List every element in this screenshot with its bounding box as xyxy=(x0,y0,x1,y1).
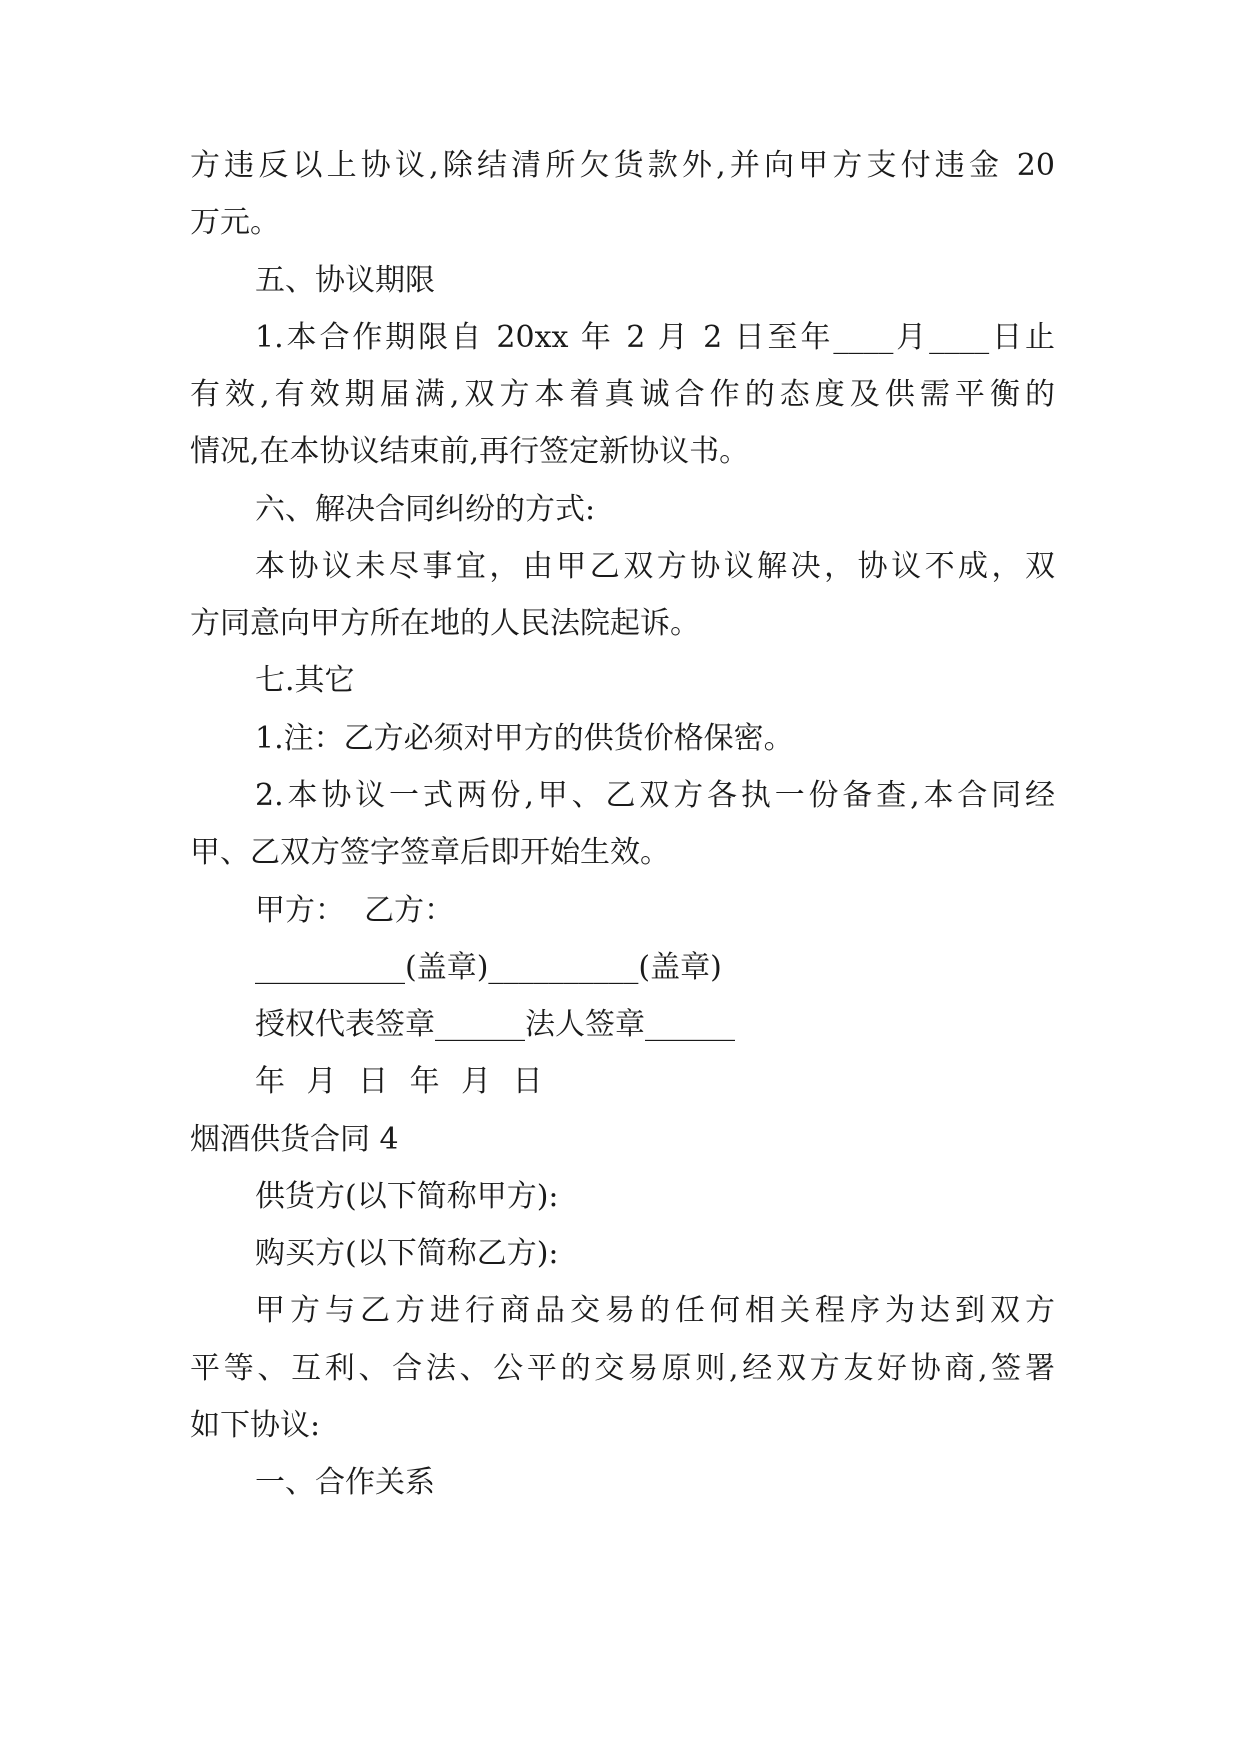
paragraph-line: 有效,有效期届满,双方本着真诚合作的态度及供需平衡的 xyxy=(190,377,1055,412)
section-heading: 六、解决合同纠纷的方式: xyxy=(255,492,596,527)
paragraph-line: 方违反以上协议,除结清所欠货款外,并向甲方支付违金 20 xyxy=(190,148,1055,183)
date-line: 年 月 日 年 月 日 xyxy=(255,1064,543,1099)
paragraph-line: 如下协议: xyxy=(190,1408,321,1443)
party-line: 供货方(以下简称甲方): xyxy=(255,1179,559,1214)
paragraph-line: 平等、互利、合法、公平的交易原则,经双方友好协商,签署 xyxy=(190,1351,1055,1386)
seal-line: __________(盖章)__________(盖章) xyxy=(255,950,722,985)
contract-title: 烟酒供货合同 4 xyxy=(190,1122,399,1157)
signature-line: 授权代表签章______法人签章______ xyxy=(255,1007,735,1042)
paragraph-line: 万元。 xyxy=(190,205,280,240)
section-heading: 七.其它 xyxy=(255,663,355,698)
paragraph-line: 方同意向甲方所在地的人民法院起诉。 xyxy=(190,606,700,641)
section-heading: 五、协议期限 xyxy=(255,263,435,298)
paragraph-line: 甲方与乙方进行商品交易的任何相关程序为达到双方 xyxy=(255,1293,1055,1328)
section-heading: 一、合作关系 xyxy=(255,1465,435,1500)
paragraph-line: 甲、乙双方签字签章后即开始生效。 xyxy=(190,835,670,870)
paragraph-line: 1.注：乙方必须对甲方的供货价格保密。 xyxy=(255,721,794,756)
party-line: 购买方(以下简称乙方): xyxy=(255,1236,559,1271)
paragraph-line: 2.本协议一式两份,甲、乙双方各执一份备查,本合同经 xyxy=(255,778,1055,813)
paragraph-line: 本协议未尽事宜，由甲乙双方协议解决，协议不成，双 xyxy=(255,549,1055,584)
signature-parties-line: 甲方： 乙方： xyxy=(255,893,455,928)
paragraph-line: 情况,在本协议结束前,再行签定新协议书。 xyxy=(190,434,750,469)
paragraph-line: 1.本合作期限自 20xx 年 2 月 2 日至年____月____日止 xyxy=(255,320,1055,355)
